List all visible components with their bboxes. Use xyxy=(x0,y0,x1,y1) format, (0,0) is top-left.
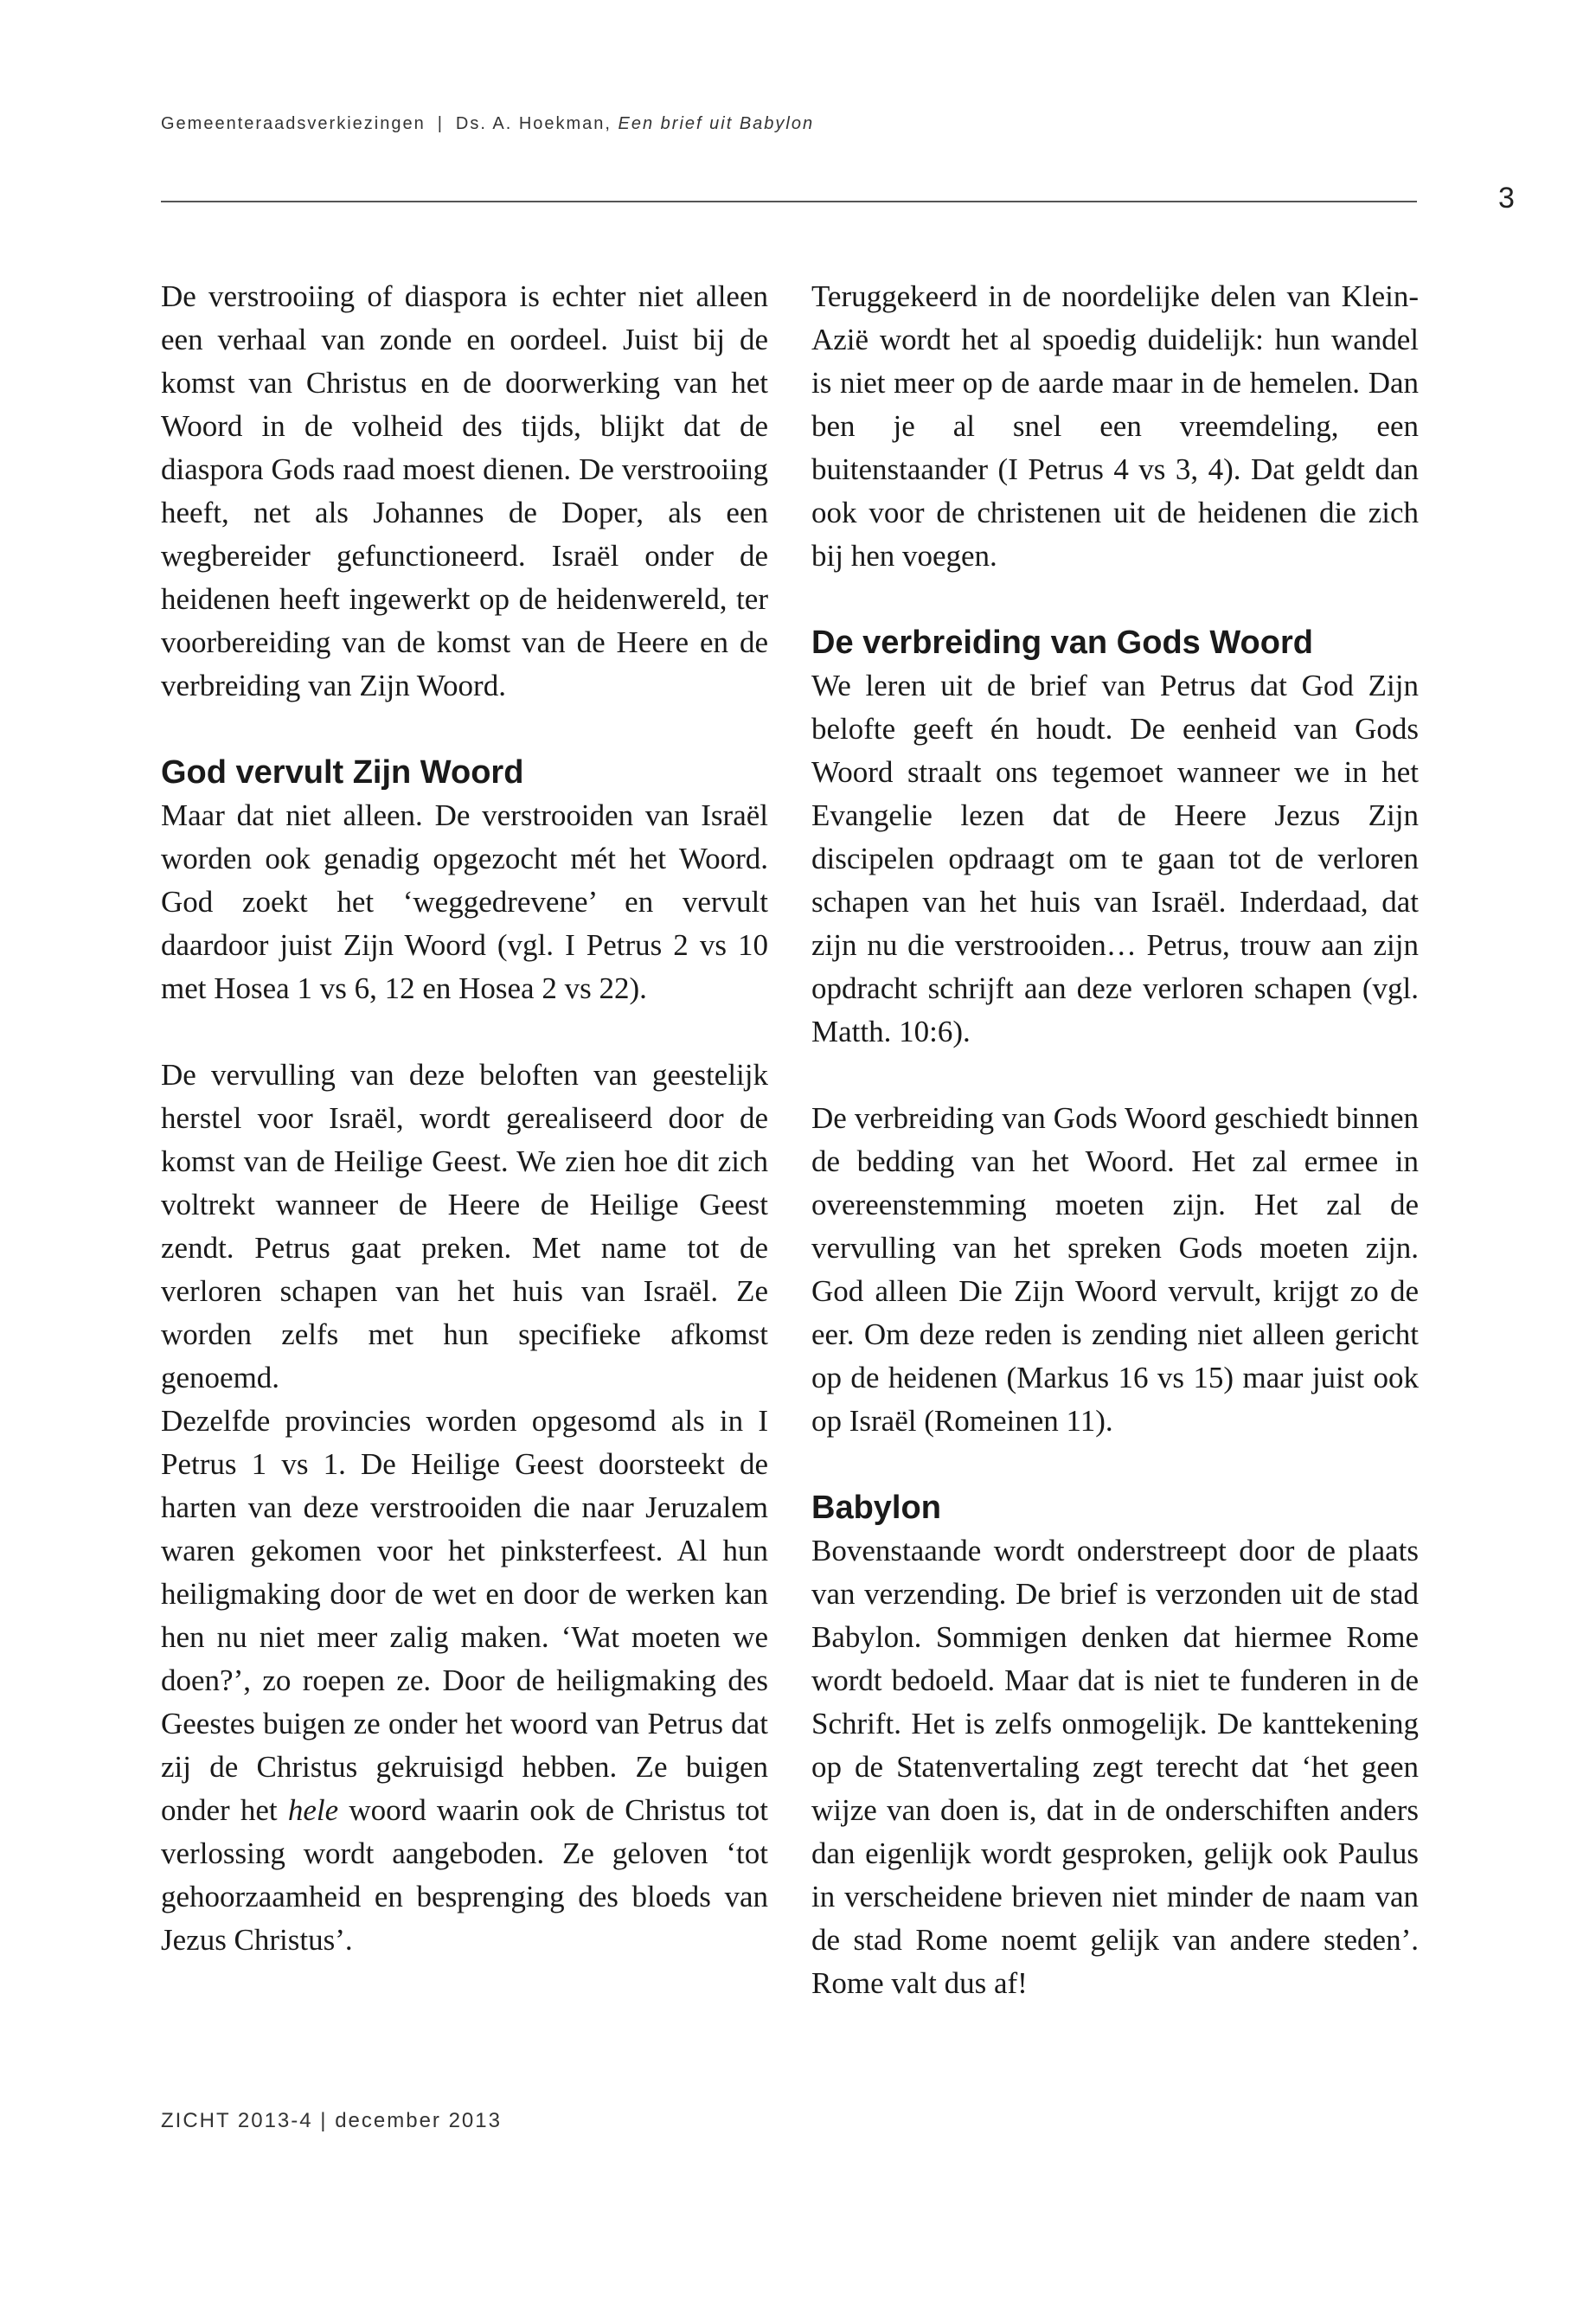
header-section: Gemeenteraadsverkiezingen xyxy=(161,114,426,133)
right-paragraph-3: De verbreiding van Gods Woord geschiedt binnen de bedding van het Woord. Het zal ermee in overeenstemming moeten zijn. Het zal de vervulling van het spreken Gods moeten zijn. God alleen Die Zijn Woord vervult, krijgt zo de eer. Om deze reden is zending niet alleen gericht op de heidenen (Markus 16 vs 15) maar juist ook op Israël (Romeinen 11). xyxy=(811,1101,1419,1438)
left-paragraph-1: De verstrooiing of diaspora is echter niet alleen een verhaal van zonde en oordeel. Juist bij de komst van Christus en de doorwerking van het Woord in de volheid des tijds, blijkt dat de diaspora Gods raad moest dienen. De verstrooiing heeft, net als Johannes de Doper, als een wegbereider gefunctioneerd. Israël onder de heidenen heeft ingewerkt op de heidenwereld, ter voorbereiding van de komst van de Heere en de verbreiding van Zijn Woord. xyxy=(161,279,768,702)
running-head xyxy=(161,114,814,134)
left-paragraph-4 xyxy=(161,1400,768,1962)
right-paragraph-4: Bovenstaande wordt onderstreept door de plaats van verzending. De brief is verzonden uit de stad Babylon. Sommigen denken dat hiermee Rome wordt bedoeld. Maar dat is niet te funderen in de Schrift. Het is zelfs onmogelijk. De kanttekening op de Statenvertaling zegt terecht dat ‘het geen wijze van doen is, dat in de onderschiften anders dan eigenlijk wordt gesproken, gelijk ook Paulus in verscheidene brieven niet minder de naam van de stad Rome noemt gelijk van andere steden’. Rome valt dus af! xyxy=(811,1534,1419,2000)
header-separator: | xyxy=(437,114,444,133)
footer: ZICHT 2013-4 | december 2013 xyxy=(161,2109,502,2132)
page-number: 3 xyxy=(1498,182,1515,215)
left-paragraph-4-emphasis: hele xyxy=(287,1793,339,1827)
right-paragraph-2: We leren uit de brief van Petrus dat God Zijn belofte geeft én houdt. De eenheid van Gods Woord straalt ons tegemoet wanneer we in het Evangelie lezen dat de Heere Jezus Zijn discipelen opdraagt om te gaan tot de verloren schapen van het huis van Israël. Inderdaad, dat zijn nu die verstrooiden… Petrus, trouw aan zijn opdracht schrijft aan deze verloren schapen (vgl. Matth. 10:6). xyxy=(811,669,1419,1048)
header-rule xyxy=(161,201,1417,202)
left-paragraph-3: De vervulling van deze beloften van geestelijk herstel voor Israël, wordt gerealiseerd door de komst van de Heilige Geest. We zien hoe dit zich voltrekt wanneer de Heere de Heilige Geest zendt. Petrus gaat preken. Met name tot de verloren schapen van het huis van Israël. Ze worden zelfs met hun specifieke afkomst genoemd. xyxy=(161,1058,768,1394)
header-article-title: Een brief uit Babylon xyxy=(618,114,815,133)
left-paragraph-4-part-a: Dezelfde provincies worden opgesomd als in I Petrus 1 vs 1. De Heilige Geest doorsteekt de harten van deze verstrooiden die naar Jeruzalem waren gekomen voor het pinksterfeest. Al hun heiligmaking door de wet en door de werken kan hen nu niet meer zalig maken. ‘Wat moeten we doen?’, zo roepen ze. Door de heiligmaking des Geestes buigen ze onder het woord van Petrus dat zij de Christus gekruisigd hebben. Ze buigen onder het xyxy=(161,1404,768,1827)
left-paragraph-2: Maar dat niet alleen. De verstrooiden van Israël worden ook genadig opgezocht mét het Woord. God zoekt het ‘weggedrevene’ en vervult daardoor juist Zijn Woord (vgl. I Petrus 2 vs 10 met Hosea 1 vs 6, 12 en Hosea 2 vs 22). xyxy=(161,798,768,1005)
left-column xyxy=(161,275,768,1962)
right-column xyxy=(811,275,1419,2005)
right-paragraph-1: Teruggekeerd in de noordelijke delen van Klein-Azië wordt het al spoedig duidelijk: hun wandel is niet meer op de aarde maar in de hemelen. Dan ben je al snel een vreemdeling, een buitenstaander (I Petrus 4 vs 3, 4). Dat geldt dan ook voor de christenen uit de heidenen die zich bij hen voegen. xyxy=(811,279,1419,573)
heading-god-vervult: God vervult Zijn Woord xyxy=(161,754,524,791)
heading-verbreiding: De verbreiding van Gods Woord xyxy=(811,625,1313,661)
left-paragraph-4-part-b: woord waarin ook de Christus tot verlossing wordt aangeboden. Ze geloven ‘tot gehoorzaamheid en besprenging des bloeds van Jezus Christus’. xyxy=(161,1793,769,1957)
header-author: Ds. A. Hoekman, xyxy=(455,114,612,133)
heading-babylon: Babylon xyxy=(811,1490,941,1526)
